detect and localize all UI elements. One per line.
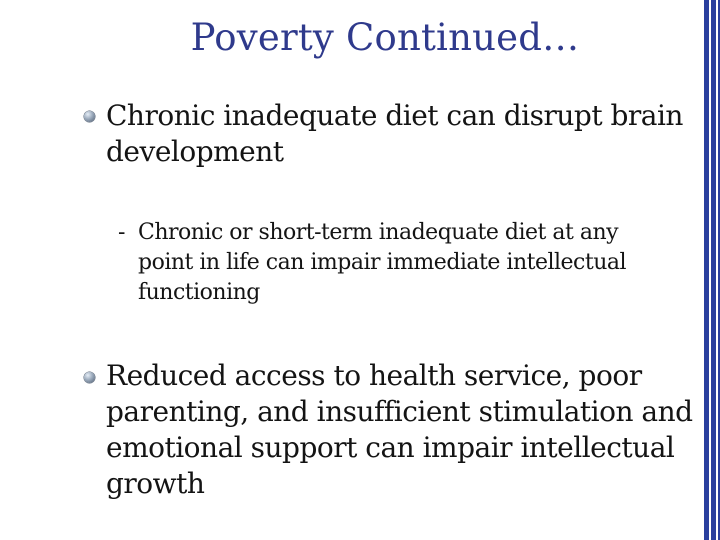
bullet-line: functioning <box>138 280 260 305</box>
bullet-line: Chronic or short-term inadequate diet at any <box>138 220 619 245</box>
bullet-icon <box>84 111 95 122</box>
slide-title: Poverty Continued… <box>190 16 580 59</box>
bullet-line: point in life can impair immediate intellectual <box>138 250 627 275</box>
bullet-line: Reduced access to health service, poor <box>106 359 642 392</box>
sub-bullet-dash: - <box>118 220 126 245</box>
bullet-text <box>106 98 683 170</box>
decorative-side-stripes <box>704 0 720 540</box>
sub-bullet-text <box>138 218 626 308</box>
bullet-line: emotional support can impair intellectual <box>106 431 675 464</box>
bullet-line: growth <box>106 467 205 500</box>
bullet-line: Chronic inadequate diet can disrupt brain <box>106 99 683 132</box>
bullet-line: parenting, and insufficient stimulation and <box>106 395 693 428</box>
bullet-text <box>106 358 693 502</box>
bullet-line: development <box>106 135 284 168</box>
bullet-icon <box>84 372 95 383</box>
